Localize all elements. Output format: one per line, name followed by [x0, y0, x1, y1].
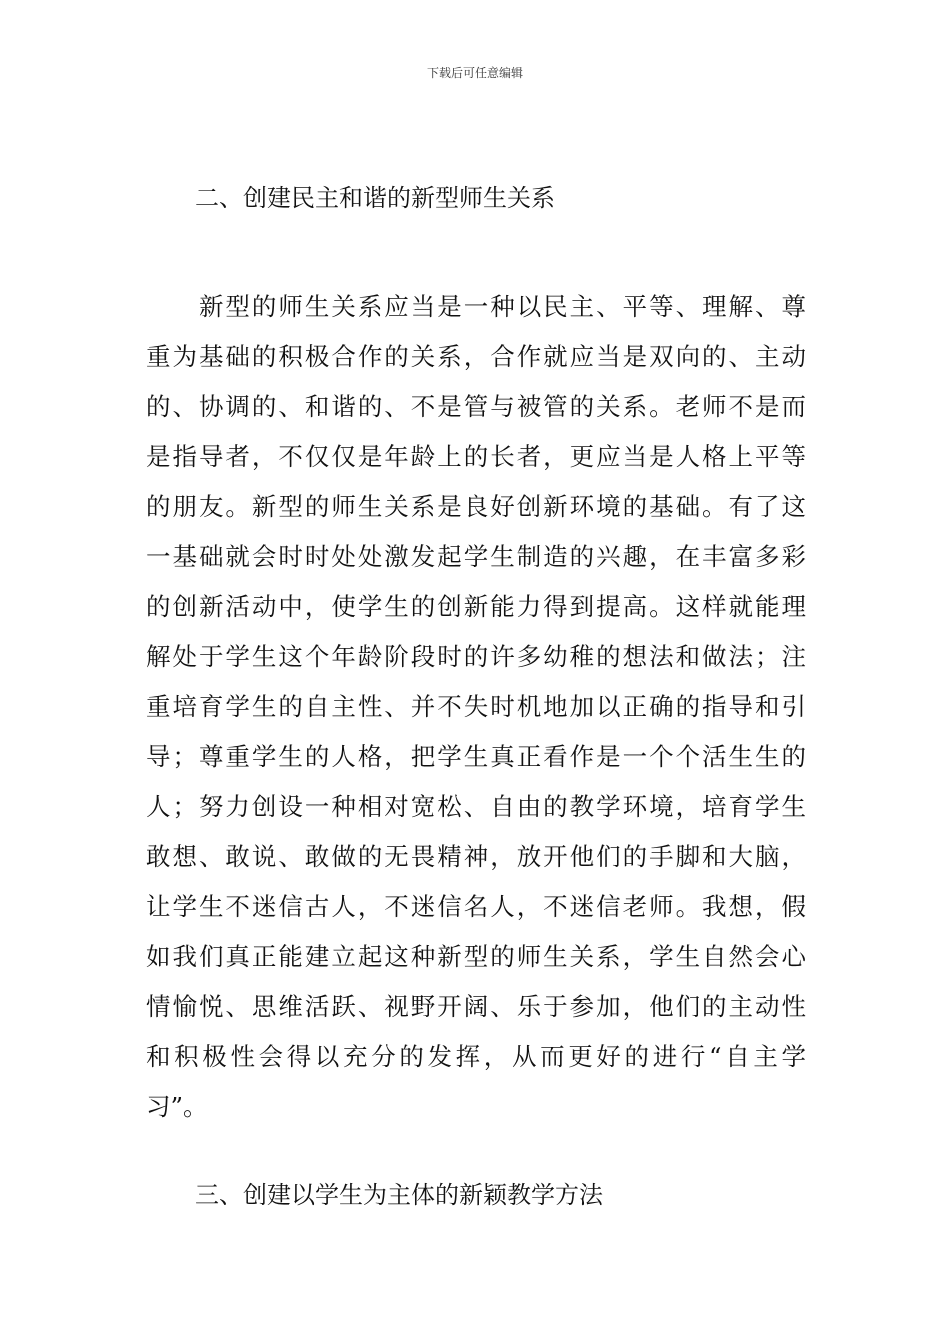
paragraph-line: 的朋友。新型的师生关系是良好创新环境的基础。有了这: [146, 492, 806, 521]
paragraph-line: 习”。: [146, 1092, 208, 1121]
paragraph-line: 是指导者，不仅仅是年龄上的长者，更应当是人格上平等: [146, 442, 806, 471]
paragraph-line: 新型的师生关系应当是一种以民主、平等、理解、尊: [146, 292, 806, 321]
page-header: 下载后可任意编辑: [426, 66, 523, 80]
paragraph-line: 重为基础的积极合作的关系，合作就应当是双向的、主动: [146, 342, 806, 371]
paragraph-line: 一基础就会时时处处激发起学生制造的兴趣，在丰富多彩: [146, 542, 806, 571]
paragraph-line: 导；尊重学生的人格，把学生真正看作是一个个活生生的: [146, 742, 806, 771]
paragraph-line: 人；努力创设一种相对宽松、自由的教学环境，培育学生: [146, 792, 806, 821]
section-2-title: 二、创建民主和谐的新型师生关系: [195, 184, 555, 212]
paragraph-line: 如我们真正能建立起这种新型的师生关系，学生自然会心: [146, 942, 806, 971]
paragraph-line: 情愉悦、思维活跃、视野开阔、乐于参加，他们的主动性: [146, 992, 806, 1021]
body-paragraph: [146, 282, 806, 1132]
paragraph-line: 解处于学生这个年龄阶段时的许多幼稚的想法和做法；注: [146, 642, 806, 671]
paragraph-line: 重培育学生的自主性、并不失时机地加以正确的指导和引: [146, 692, 806, 721]
paragraph-line: 让学生不迷信古人，不迷信名人，不迷信老师。我想，假: [146, 892, 806, 921]
paragraph-line: 的、协调的、和谐的、不是管与被管的关系。老师不是而: [146, 392, 806, 421]
section-3-title: 三、创建以学生为主体的新颖教学方法: [195, 1181, 603, 1209]
paragraph-line: 敢想、敢说、敢做的无畏精神，放开他们的手脚和大脑，: [146, 842, 806, 871]
paragraph-line: 的创新活动中，使学生的创新能力得到提高。这样就能理: [146, 592, 806, 621]
paragraph-line: 和积极性会得以充分的发挥，从而更好的进行“自主学: [146, 1042, 806, 1071]
